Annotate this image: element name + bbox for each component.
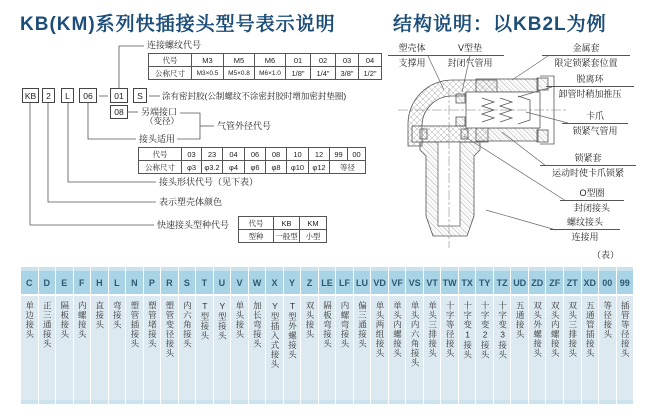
shape-table-column [424, 267, 441, 404]
shape-table-column [21, 267, 38, 404]
shape-name: T型接头 [199, 301, 210, 341]
shape-name: 单头三排接头 [427, 301, 438, 358]
table-cell: 02 [311, 54, 336, 67]
table-padding [476, 400, 493, 404]
shape-name: 塑管插接头 [129, 301, 140, 349]
table-cell: 03 [336, 54, 359, 67]
shape-table-column [564, 267, 581, 404]
shape-table-column [91, 267, 108, 404]
table-padding [459, 400, 476, 404]
thread-size-table [148, 53, 382, 80]
label-sealant: 涂有密封胶(公制螺纹不涂密封胶时增加密封垫圈) [162, 91, 347, 101]
shape-table-column [231, 267, 248, 404]
table-padding [179, 400, 196, 404]
shape-code: ZT [564, 271, 581, 294]
shape-code: Y [284, 271, 301, 294]
model-box-shape: L [61, 88, 74, 103]
shape-name: 双头三排接头 [567, 301, 578, 358]
table-note: （表） [592, 250, 620, 260]
table-padding [144, 400, 161, 404]
callout-desc: 封闭接头 [573, 203, 610, 213]
table-cell: 1/4" [311, 67, 336, 80]
table-padding [599, 400, 616, 404]
shape-name: 双头内螺接头 [550, 301, 561, 358]
table-padding [406, 400, 423, 404]
table-cell: 型种 [239, 230, 274, 243]
page-title-model-designation: KB(KM)系列快插接头型号表示说明 [20, 14, 336, 35]
shape-code: W [249, 271, 266, 294]
callout-v-gasket [436, 42, 504, 69]
table-padding [266, 400, 283, 404]
table-cell: M6 [255, 54, 286, 67]
table-cell: 公称尺寸 [149, 67, 192, 80]
shape-name: 加长弯接头 [252, 301, 263, 349]
table-cell: 23 [202, 148, 223, 161]
shape-name: 单头接头 [234, 301, 245, 339]
label-shell-color: 表示塑壳体颜色 [159, 197, 223, 207]
shape-name: 正三通接头 [42, 301, 53, 349]
callout-desc: 连接用 [571, 232, 599, 242]
shape-code: VD [371, 271, 388, 294]
table-cell: KM [300, 217, 327, 230]
label-tube-od-code: 气管外径代号 [217, 121, 272, 131]
shape-table-column [476, 267, 493, 404]
table-cell: φ3.2 [202, 161, 223, 174]
shape-code: UD [511, 271, 528, 294]
shape-code: XD [582, 271, 599, 294]
shape-code: T [196, 271, 213, 294]
table-padding [74, 400, 91, 404]
table-padding [494, 400, 511, 404]
shape-table-column [144, 267, 161, 404]
shape-code: ZF [546, 271, 563, 294]
callout-desc: 卸管时稍加推压 [558, 89, 622, 99]
table-cell: 99 [330, 148, 348, 161]
label-joint-fit: 接头适用 [139, 134, 176, 144]
callout-desc: 锁紧气管用 [572, 126, 618, 136]
table-cell: φ6 [245, 161, 266, 174]
shape-code: C [21, 271, 38, 294]
shape-table-column [599, 267, 616, 404]
table-cell: 04 [223, 148, 245, 161]
shape-table-column [179, 267, 196, 404]
shape-name: 塑管堵接头 [147, 301, 158, 349]
shape-name: 十字变1接头 [462, 301, 473, 360]
table-cell: φ8 [266, 161, 287, 174]
shape-code: VF [389, 271, 406, 294]
callout-shell [388, 42, 436, 69]
table-cell: 公称尺寸 [139, 161, 182, 174]
shape-table-column [582, 267, 599, 404]
label-thread-code: 连接螺纹代号 [147, 40, 202, 50]
shape-name: 十字变2接头 [480, 301, 491, 360]
table-cell: 代号 [239, 217, 274, 230]
table-padding [389, 400, 406, 404]
tube-size-table [138, 147, 366, 174]
shape-name: Y型接头 [217, 301, 228, 341]
shape-table-column [109, 267, 126, 404]
callout-desc: 限定锁紧套位置 [554, 58, 618, 68]
table-cell: φ12 [309, 161, 330, 174]
table-cell: 3/8" [336, 67, 359, 80]
shape-name: 单头两组接头 [375, 301, 386, 358]
table-cell: 08 [266, 148, 287, 161]
callout-title: 脱离环 [546, 73, 634, 87]
table-cell: 1/8" [286, 67, 311, 80]
shape-code: R [161, 271, 178, 294]
shape-table-column [196, 267, 213, 404]
shape-code: LF [336, 271, 353, 294]
shape-code: U [214, 271, 231, 294]
shape-code: E [56, 271, 73, 294]
table-padding [21, 400, 38, 404]
shape-name: 弯接头 [112, 301, 123, 330]
shape-name: 隔板接头 [59, 301, 70, 339]
table-padding [319, 400, 336, 404]
callout-title: V型垫 [436, 42, 504, 56]
shape-table-column [441, 267, 458, 404]
callout-title: 锁紧套 [540, 152, 636, 166]
table-padding [126, 400, 143, 404]
shape-name: T型外螺接头 [287, 301, 298, 360]
table-padding [284, 400, 301, 404]
shape-name: 单头内六角接头 [410, 301, 421, 368]
table-cell: 04 [359, 54, 382, 67]
shape-table-column [389, 267, 406, 404]
callout-title: 卡爪 [562, 110, 628, 124]
table-padding [249, 400, 266, 404]
table-padding [39, 400, 56, 404]
shape-name: 双头外螺接头 [532, 301, 543, 358]
table-padding [301, 400, 318, 404]
table-padding [424, 400, 441, 404]
shape-table-column [529, 267, 546, 404]
table-cell: 等径 [330, 161, 366, 174]
shape-table-column [406, 267, 423, 404]
shape-table-column [266, 267, 283, 404]
table-cell: 06 [245, 148, 266, 161]
shape-table-column [249, 267, 266, 404]
shape-code: H [91, 271, 108, 294]
table-cell: M5×0.8 [224, 67, 255, 80]
shape-code: TX [459, 271, 476, 294]
callout-title: 塑壳体 [388, 42, 436, 56]
shape-name: 内六角接头 [182, 301, 193, 349]
table-padding [196, 400, 213, 404]
shape-name: 插管等径接头 [620, 301, 631, 358]
shape-code-table [21, 267, 633, 404]
table-padding [546, 400, 563, 404]
shape-table-column [494, 267, 511, 404]
label-series-code: 快速接头型种代号 [157, 220, 230, 230]
shape-code: L [109, 271, 126, 294]
label-shape-code: 接头形状代号（见下表） [159, 177, 259, 187]
callout-title: 金属套 [542, 42, 630, 56]
table-padding [582, 400, 599, 404]
series-type-table [238, 216, 327, 243]
shape-name: 单头内螺接头 [392, 301, 403, 358]
callout-desc: 支撑用 [398, 58, 426, 68]
table-cell: M3 [192, 54, 224, 67]
callout-desc: 运动时使卡爪锁紧 [551, 168, 624, 178]
shape-name: 塑管变径接头 [164, 301, 175, 358]
model-box-sealant: S [133, 88, 147, 103]
shape-name: 五通接头 [515, 301, 526, 339]
shape-name: 等径接头 [602, 301, 613, 339]
table-cell: 一般型 [275, 231, 298, 241]
shape-code: LE [319, 271, 336, 294]
table-cell: φ4 [223, 161, 245, 174]
table-padding [91, 400, 108, 404]
table-padding [161, 400, 178, 404]
shape-code: X [266, 271, 283, 294]
shape-table-column [284, 267, 301, 404]
callout-locking-sleeve [540, 152, 636, 179]
shape-table-column [371, 267, 388, 404]
shape-name: 五通管插接头 [585, 301, 596, 358]
table-cell: 03 [182, 148, 202, 161]
shape-code: TW [441, 271, 458, 294]
callout-title: O型圈 [560, 187, 624, 201]
shape-code: VS [406, 271, 423, 294]
table-padding [371, 400, 388, 404]
table-padding [564, 400, 581, 404]
table-cell: KB [274, 217, 300, 230]
shape-code: VT [424, 271, 441, 294]
table-padding [109, 400, 126, 404]
callout-release-ring [546, 73, 634, 100]
shape-code: P [144, 271, 161, 294]
table-padding [617, 400, 634, 404]
shape-code: TY [476, 271, 493, 294]
shape-table-column [546, 267, 563, 404]
table-padding [441, 400, 458, 404]
table-cell: 10 [287, 148, 309, 161]
shape-table-column [617, 267, 634, 404]
table-cell: 00 [348, 148, 366, 161]
shape-code: V [231, 271, 248, 294]
shape-code: 00 [599, 271, 616, 294]
o-ring-left [420, 129, 427, 139]
shape-name: 十字等径接头 [445, 301, 456, 358]
page-title-structure: 结构说明：以KB2L为例 [393, 14, 607, 35]
shape-name: 十字变3接头 [497, 301, 508, 360]
shape-table-column [319, 267, 336, 404]
callout-desc: 封闭气管用 [447, 58, 493, 68]
shape-code: S [179, 271, 196, 294]
table-padding [529, 400, 546, 404]
table-padding [354, 400, 371, 404]
table-cell: M6×1.0 [255, 67, 286, 80]
shape-code: TZ [494, 271, 511, 294]
model-box-tube-size: 06 [79, 88, 97, 103]
table-cell: M5 [224, 54, 255, 67]
shape-name: 内螺弯接头 [340, 301, 350, 349]
label-other-end-reducing: （变径） [145, 116, 180, 126]
table-cell: 代号 [139, 148, 182, 161]
shape-name: 偏三通接头 [357, 301, 368, 349]
metal-sleeve-top [476, 79, 538, 92]
table-cell: φ3 [182, 161, 202, 174]
release-ring-grip-bottom [537, 130, 548, 142]
table-cell: 代号 [149, 54, 192, 67]
table-cell: 01 [286, 54, 311, 67]
shape-name: 双头接头 [304, 301, 315, 339]
model-box-other-end: 08 [110, 105, 128, 119]
shape-table-column [459, 267, 476, 404]
shape-code: 99 [617, 271, 634, 294]
table-cell: φ10 [287, 161, 309, 174]
shape-code: ZD [529, 271, 546, 294]
metal-sleeve-bottom [476, 128, 538, 141]
table-padding [56, 400, 73, 404]
shape-table-column [56, 267, 73, 404]
callout-metal-sleeve [542, 42, 630, 69]
callout-title: 螺纹接头 [550, 216, 620, 230]
table-cell: 小型 [300, 230, 327, 243]
shape-code: N [126, 271, 143, 294]
v-gasket-top [456, 94, 465, 103]
table-cell: M3×0.5 [192, 67, 224, 80]
shape-name: 单边接头 [24, 301, 35, 339]
shape-code: D [39, 271, 56, 294]
table-padding [214, 400, 231, 404]
shape-table-column [511, 267, 528, 404]
shape-table-column [354, 267, 371, 404]
table-padding [511, 400, 528, 404]
shape-table-column [126, 267, 143, 404]
callout-o-ring [560, 187, 624, 214]
callout-claw [562, 110, 628, 137]
shape-code: F [74, 271, 91, 294]
table-padding [231, 400, 248, 404]
shape-table-column [74, 267, 91, 404]
v-gasket-bottom [456, 117, 465, 126]
shape-table-column [39, 267, 56, 404]
shape-name: 隔板弯接头 [322, 301, 333, 349]
table-cell: 1/2" [359, 67, 382, 80]
shape-table-column [336, 267, 353, 404]
shape-name: 内螺接头 [77, 301, 88, 339]
shape-table-column [301, 267, 318, 404]
shape-name: 直接头 [94, 301, 105, 330]
callout-threaded-joint [550, 216, 620, 243]
shape-name: Y型插入式接头 [269, 301, 280, 369]
model-box-color: 2 [42, 88, 55, 103]
table-padding [336, 400, 353, 404]
table-cell: 12 [309, 148, 330, 161]
shape-table-column [214, 267, 231, 404]
label-other-end: 另端接口 [141, 107, 178, 117]
model-box-series: KB [22, 88, 39, 103]
model-box-thread: 01 [110, 88, 128, 103]
shape-code: Z [301, 271, 318, 294]
shape-code: LU [354, 271, 371, 294]
shape-table-column [161, 267, 178, 404]
